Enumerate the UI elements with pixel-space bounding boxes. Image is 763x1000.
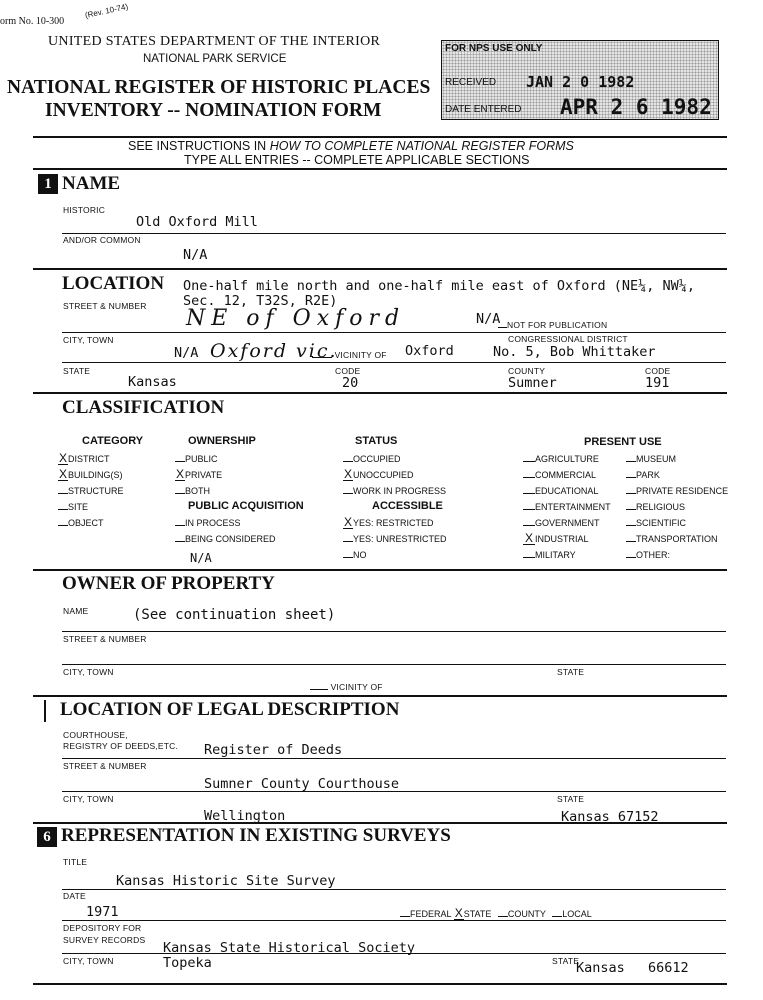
city-value: N/A [174, 345, 199, 361]
nps-heading: FOR NPS USE ONLY [445, 43, 543, 54]
acquisition-item [175, 531, 276, 547]
city-town-label: CITY, TOWN [63, 335, 114, 345]
present-use-item [523, 515, 611, 531]
category-label: SITE [68, 502, 89, 512]
survey-date-rule [62, 920, 726, 921]
checkbox-blank[interactable] [58, 493, 68, 494]
survey-date-value: 1971 [86, 904, 119, 920]
status-list [343, 451, 446, 499]
ownership-label: BOTH [185, 486, 211, 496]
owner-name-rule [62, 631, 726, 632]
present-use-label: AGRICULTURE [535, 454, 599, 464]
ownership-list [175, 451, 222, 499]
checkbox-blank[interactable] [626, 509, 636, 510]
present-use-heading: PRESENT USE [584, 436, 662, 448]
form-title-line2: INVENTORY -- NOMINATION FORM [45, 100, 382, 121]
state-value: Kansas [128, 374, 177, 390]
accessible-item [343, 515, 447, 531]
historic-label: HISTORIC [63, 205, 106, 215]
owner-street-label: STREET & NUMBER [63, 634, 147, 644]
not-for-publication-label [498, 320, 607, 330]
checkbox-blank[interactable] [523, 525, 535, 526]
street-address-line1: One-half mile north and one-half mile east of Oxford (NE¼, NW¼, [183, 278, 696, 294]
present-use-item [626, 499, 728, 515]
historic-rule [62, 233, 726, 234]
instructions-line1 [128, 139, 574, 153]
present-use-item [626, 547, 728, 563]
checkbox-blank[interactable] [626, 493, 636, 494]
checkbox-blank[interactable] [523, 509, 535, 510]
present-use-item [523, 451, 611, 467]
section-6-title: REPRESENTATION IN EXISTING SURVEYS [61, 825, 451, 846]
vicinity-label [312, 350, 387, 360]
survey-city-value: Topeka [163, 955, 212, 971]
accessible-label: YES: UNRESTRICTED [353, 534, 447, 544]
legal-city-label: CITY, TOWN [63, 794, 114, 804]
present-use-label: PARK [636, 470, 660, 480]
not-for-publication-value: N/A [476, 311, 501, 327]
present-use-label: PRIVATE RESIDENCE [636, 486, 729, 496]
owner-state-label: STATE [557, 667, 585, 677]
checkbox-blank[interactable] [58, 509, 68, 510]
accessible-label: NO [353, 550, 367, 560]
checkbox-blank[interactable] [523, 477, 535, 478]
section-6-number: 6 [37, 827, 57, 847]
legal-street-label: STREET & NUMBER [63, 761, 147, 771]
present-use-item [626, 531, 728, 547]
checkbox-blank[interactable]: X [454, 906, 463, 920]
category-label: DISTRICT [68, 454, 110, 464]
level-item [400, 909, 451, 919]
form-number-text: orm No. 10-300 [0, 16, 65, 27]
courthouse-rule [62, 758, 726, 759]
service-name: NATIONAL PARK SERVICE [143, 53, 287, 65]
county-label: COUNTY [508, 366, 546, 376]
vicinity-label-text: VICINITY OF [334, 350, 387, 360]
checkbox-blank[interactable] [626, 541, 636, 542]
accessible-list [343, 515, 447, 563]
instructions-rule-top [33, 136, 727, 138]
category-item [58, 467, 124, 483]
date-entered-label: DATE ENTERED [445, 104, 522, 115]
section-6-rule [33, 983, 727, 985]
city-rule [62, 362, 726, 363]
status-item [343, 483, 446, 499]
owner-street-rule [62, 664, 726, 665]
status-item [343, 451, 446, 467]
legal-city-value: Wellington [204, 808, 286, 824]
handwritten-location: NE of Oxford [186, 306, 406, 331]
form-title-line1: NATIONAL REGISTER OF HISTORIC PLACES [7, 77, 431, 98]
checkbox-blank[interactable] [523, 493, 535, 494]
checkbox-blank[interactable]: X [175, 467, 184, 481]
section-4-rule [33, 695, 727, 697]
present-use-item [523, 483, 611, 499]
section-2-rule [33, 392, 727, 394]
nps-use-box [441, 40, 719, 120]
survey-title-rule [62, 889, 726, 890]
checkbox-blank[interactable] [343, 557, 353, 558]
ownership-item [175, 451, 222, 467]
form-revision [84, 2, 129, 20]
section-2-title: LOCATION [62, 273, 165, 294]
accessible-label: YES: RESTRICTED [353, 518, 434, 528]
checkbox-blank[interactable] [626, 477, 636, 478]
present-use-label: SCIENTIFIC [636, 518, 687, 528]
state-label: STATE [63, 366, 91, 376]
instructions-rule-bottom [33, 168, 727, 170]
historic-name-value: Old Oxford Mill [136, 214, 258, 230]
section-5-marker [44, 700, 46, 722]
ownership-item [175, 467, 222, 483]
level-label: STATE [463, 909, 492, 919]
present-use-item [626, 483, 728, 499]
level-item [498, 909, 546, 919]
survey-state-value: Kansas [576, 960, 625, 976]
received-stamp: JAN 2 0 1982 [526, 73, 635, 91]
category-label: BUILDING(S) [68, 470, 123, 480]
checkbox-blank[interactable]: X [343, 467, 352, 481]
checkbox-blank[interactable] [175, 461, 185, 462]
checkbox-blank[interactable] [175, 493, 185, 494]
section-3-title: CLASSIFICATION [62, 397, 225, 418]
present-use-label: EDUCATIONAL [535, 486, 599, 496]
courthouse-label-1: COURTHOUSE, [63, 730, 128, 740]
status-label: OCCUPIED [353, 454, 401, 464]
acquisition-value: N/A [190, 551, 212, 565]
county-value: Sumner [508, 375, 557, 391]
instructions-text: SEE INSTRUCTIONS IN [128, 139, 270, 153]
present-use-label: TRANSPORTATION [636, 534, 718, 544]
level-label: LOCAL [562, 909, 592, 919]
survey-title-label: TITLE [63, 857, 88, 867]
checkbox-blank[interactable] [626, 557, 636, 558]
received-label: RECEIVED [445, 77, 497, 88]
county-code-label: CODE [645, 366, 671, 376]
common-label: AND/OR COMMON [63, 235, 141, 245]
owner-vicinity-blank [310, 689, 328, 690]
state-code-label: CODE [335, 366, 361, 376]
street-rule [62, 332, 726, 333]
not-for-publication-blank [498, 327, 507, 328]
section-1-title: NAME [62, 173, 121, 194]
form-revision-text: (Rev. 10-74) [84, 2, 129, 20]
present-use-item [626, 451, 728, 467]
category-label: OBJECT [68, 518, 104, 528]
checkbox-blank[interactable] [343, 541, 353, 542]
acquisition-item [175, 515, 276, 531]
legal-state-label: STATE [557, 794, 585, 804]
accessible-item [343, 531, 447, 547]
owner-vicinity-label [310, 682, 383, 692]
present-use-label: RELIGIOUS [636, 502, 686, 512]
checkbox-blank[interactable] [523, 461, 535, 462]
checkbox-blank[interactable] [498, 916, 508, 917]
agency-name: UNITED STATES DEPARTMENT OF THE INTERIOR [48, 34, 381, 49]
ownership-label: PRIVATE [185, 470, 223, 480]
checkbox-blank[interactable] [626, 461, 636, 462]
present-use-label: MILITARY [535, 550, 576, 560]
depository-label-2: SURVEY RECORDS [63, 935, 146, 945]
county-code-value: 191 [645, 375, 670, 391]
acquisition-label: BEING CONSIDERED [185, 534, 276, 544]
legal-state-value: Kansas 67152 [561, 809, 659, 825]
not-for-publication-text: NOT FOR PUBLICATION [507, 320, 608, 330]
vicinity-value: Oxford [405, 343, 454, 359]
owner-name-label: NAME [63, 606, 89, 616]
present-use-item [523, 531, 611, 547]
section-1-rule [33, 268, 727, 270]
checkbox-blank[interactable] [175, 525, 185, 526]
present-use-label: INDUSTRIAL [535, 534, 589, 544]
accessible-heading: ACCESSIBLE [372, 500, 443, 512]
depository-rule [62, 953, 726, 954]
instructions-link-text: HOW TO COMPLETE NATIONAL REGISTER FORMS [269, 139, 574, 153]
checkbox-blank[interactable] [343, 461, 353, 462]
acquisition-label: IN PROCESS [185, 518, 241, 528]
present-use-label: ENTERTAINMENT [535, 502, 611, 512]
congressional-district-value: No. 5, Bob Whittaker [493, 344, 656, 360]
checkbox-blank[interactable] [343, 493, 353, 494]
category-item [58, 499, 124, 515]
category-heading: CATEGORY [82, 435, 144, 447]
section-1-number: 1 [38, 174, 58, 194]
street-address-line2: Sec. 12, T32S, R2E) [183, 293, 338, 309]
depository-label-1: DEPOSITORY FOR [63, 923, 142, 933]
status-label: WORK IN PROGRESS [353, 486, 447, 496]
present-use-item [523, 499, 611, 515]
instructions-line2: TYPE ALL ENTRIES -- COMPLETE APPLICABLE SECTIONS [184, 153, 530, 167]
checkbox-blank[interactable]: X [58, 451, 67, 465]
survey-date-label: DATE [63, 891, 86, 901]
owner-name-value: (See continuation sheet) [133, 607, 336, 623]
survey-city-label: CITY, TOWN [63, 956, 114, 966]
status-label: UNOCCUPIED [353, 470, 414, 480]
checkbox-blank[interactable]: X [58, 467, 67, 481]
state-code-value: 20 [342, 375, 359, 391]
category-list [58, 451, 124, 531]
present-use-label: MUSEUM [636, 454, 676, 464]
checkbox-blank[interactable] [400, 916, 410, 917]
status-item [343, 467, 446, 483]
section-3-rule [33, 569, 727, 571]
level-item [552, 909, 592, 919]
present-use-item [626, 467, 728, 483]
survey-state-label: STATE [552, 956, 580, 966]
checkbox-blank[interactable]: X [343, 515, 352, 529]
present-use-label: COMMERCIAL [535, 470, 597, 480]
public-acquisition-heading: PUBLIC ACQUISITION [188, 500, 304, 512]
section-5-rule [33, 822, 727, 824]
depository-value: Kansas State Historical Society [163, 940, 415, 956]
ownership-heading: OWNERSHIP [188, 435, 256, 447]
present-use-col2 [626, 451, 728, 563]
category-item [58, 451, 124, 467]
survey-levels [400, 907, 592, 920]
status-heading: STATUS [355, 435, 398, 447]
level-label: FEDERAL [410, 909, 452, 919]
present-use-label: GOVERNMENT [535, 518, 600, 528]
courthouse-label-2: REGISTRY OF DEEDS,ETC. [63, 741, 179, 751]
checkbox-blank[interactable] [552, 916, 562, 917]
acquisition-list [175, 515, 276, 547]
date-entered-stamp: APR 2 6 1982 [560, 95, 712, 119]
category-item [58, 483, 124, 499]
section-4-title: OWNER OF PROPERTY [62, 573, 275, 594]
checkbox-blank[interactable] [626, 525, 636, 526]
congressional-district-label: CONGRESSIONAL DISTRICT [508, 334, 628, 344]
level-label: COUNTY [507, 909, 546, 919]
section-5-title: LOCATION OF LEGAL DESCRIPTION [60, 699, 400, 720]
checkbox-blank[interactable]: X [524, 531, 533, 545]
legal-street-rule [62, 791, 726, 792]
present-use-item [626, 515, 728, 531]
ownership-item [175, 483, 222, 499]
legal-street-value: Sumner County Courthouse [204, 776, 400, 792]
common-name-value: N/A [183, 247, 208, 263]
present-use-item [523, 547, 611, 563]
ownership-label: PUBLIC [185, 454, 218, 464]
survey-zip-value: 66612 [648, 960, 689, 976]
accessible-item [343, 547, 447, 563]
checkbox-blank[interactable] [175, 541, 185, 542]
vicinity-blank [312, 357, 332, 358]
owner-city-label: CITY, TOWN [63, 667, 114, 677]
city-handwritten: Oxford vic. [210, 340, 338, 362]
form-number [0, 16, 64, 27]
category-label: STRUCTURE [68, 486, 124, 496]
owner-vicinity-text: VICINITY OF [330, 682, 383, 692]
checkbox-blank[interactable] [58, 525, 68, 526]
checkbox-blank[interactable] [523, 557, 535, 558]
level-item [454, 906, 492, 920]
street-number-label: STREET & NUMBER [63, 301, 147, 311]
present-use-label: OTHER: [636, 550, 671, 560]
survey-title-value: Kansas Historic Site Survey [116, 873, 336, 889]
present-use-col1 [523, 451, 611, 563]
present-use-item [523, 467, 611, 483]
category-item [58, 515, 124, 531]
courthouse-value: Register of Deeds [204, 742, 343, 758]
